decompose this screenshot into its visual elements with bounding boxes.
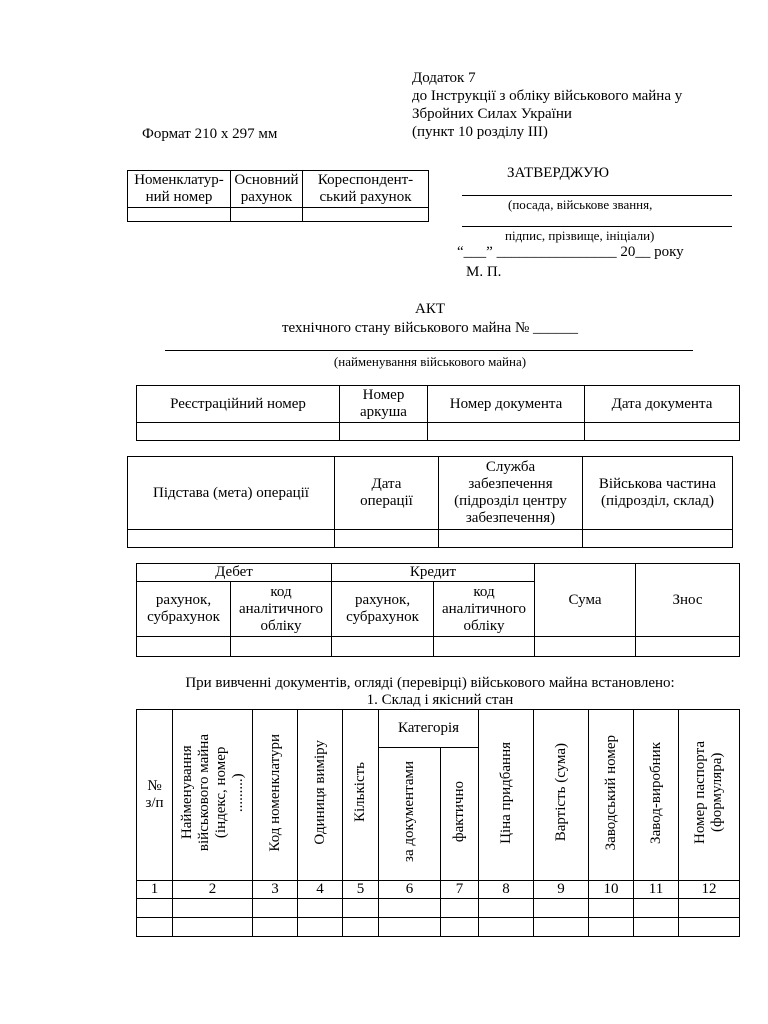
table-cell [137,637,231,657]
main-account-header: Основний рахунок [231,171,303,208]
act-subtitle: технічного стану військового майна № ______ [281,320,579,336]
table-cell [634,899,679,918]
table-cell [137,918,173,937]
table-cell [253,899,298,918]
table-cell [253,918,298,937]
table-cell [636,637,740,657]
document-number-header: Номер документа [428,386,585,423]
date-line: “___” ________________ 20__ року [457,244,684,260]
name-header-text: Найменування військового майна (індекс, номер .........) [178,733,246,852]
column-number: 9 [534,881,589,899]
table-cell [332,637,434,657]
by-documents-header [379,748,441,881]
table-cell [679,899,740,918]
table-cell [441,899,479,918]
column-number: 3 [253,881,298,899]
military-unit-header: Військова частина (підрозділ, склад) [583,457,733,530]
table-cell [434,637,535,657]
column-number: 8 [479,881,534,899]
cost-text: Вартість (сума) [552,743,569,842]
name-header [173,710,253,881]
table-cell [439,530,583,548]
nomenclature-table [127,170,429,222]
column-number: 5 [343,881,379,899]
registration-number-header: Реєстраційний номер [137,386,340,423]
table-cell [298,918,343,937]
table-cell [589,899,634,918]
table-cell [585,423,740,441]
table-cell [428,423,585,441]
act-title: АКТ [415,301,445,317]
credit-header: Кредит [332,564,535,582]
signature-hint: підпис, прізвище, ініціали) [505,228,655,243]
debit-header: Дебет [137,564,332,582]
property-name-hint: (найменування військового майна) [333,354,527,369]
credit-account-header: рахунок, субрахунок [332,582,434,637]
table-cell [679,918,740,937]
nomenclature-code-header [253,710,298,881]
manufacturer-header [634,710,679,881]
table-cell [298,899,343,918]
position-hint: (посада, військове звання, [508,197,653,212]
debit-code-header: код аналітичного обліку [231,582,332,637]
signature-line [462,226,732,227]
table-cell [379,918,441,937]
table-cell [173,918,253,937]
table-cell [340,423,428,441]
stamp-label: М. П. [466,264,502,280]
cost-header [534,710,589,881]
purchase-price-text: Ціна придбання [497,741,514,844]
table-cell [441,918,479,937]
unit-text: Одиниця виміру [311,740,328,845]
quantity-header [343,710,379,881]
actual-header [441,748,479,881]
table-cell [231,637,332,657]
quantity-text: Кількість [352,762,368,823]
manufacturer-text: Завод-виробник [647,741,664,844]
sum-header: Сума [535,564,636,637]
column-number: 6 [379,881,441,899]
operation-table [127,456,733,548]
table-cell [479,899,534,918]
document-date-header: Дата документа [585,386,740,423]
column-number: 4 [298,881,343,899]
column-number: 11 [634,881,679,899]
table-cell [128,208,231,222]
column-number: 7 [441,881,479,899]
table-cell [128,530,335,548]
category-header: Категорія [379,710,479,748]
property-name-line [165,350,693,351]
table-cell [137,423,340,441]
by-documents-text: за документами [401,761,417,862]
column-number: 1 [137,881,173,899]
correspondent-account-header: Кореспондент- ський рахунок [303,171,429,208]
nomenclature-code-text: Код номенклатури [266,733,283,852]
table-cell [343,899,379,918]
operation-date-header: Дата операції [335,457,439,530]
column-number: 12 [679,881,740,899]
table-cell [479,918,534,937]
table-cell [534,918,589,937]
credit-code-header: код аналітичного обліку [434,582,535,637]
unit-header [298,710,343,881]
column-number: 10 [589,881,634,899]
section-title: 1. Склад і якісний стан [366,692,514,708]
table-cell [335,530,439,548]
appendix-block [412,69,752,141]
support-service-header: Служба забезпечення (підрозділ центру забезпечення) [439,457,583,530]
sheet-number-header: Номер аркуша [340,386,428,423]
findings-intro: При вивченні документів, огляді (перевірці) військового майна встановлено: [185,675,675,691]
table-cell [343,918,379,937]
factory-number-header [589,710,634,881]
passport-number-text: Номер паспорта (формуляра) [692,740,726,844]
table-cell [231,208,303,222]
format-label: Формат 210 х 297 мм [142,126,278,142]
table-cell [589,918,634,937]
appendix-line: до Інструкції з обліку військового майна у [412,88,683,104]
debit-account-header: рахунок, субрахунок [137,582,231,637]
column-number: 2 [173,881,253,899]
debit-credit-table [136,563,740,657]
appendix-line: (пункт 10 розділу ІІІ) [412,124,548,140]
table-cell [173,899,253,918]
wear-header: Знос [636,564,740,637]
table-cell [583,530,733,548]
table-cell [137,899,173,918]
appendix-line: Додаток 7 [412,70,476,86]
approval-title: ЗАТВЕРДЖУЮ [507,165,610,181]
purchase-price-header [479,710,534,881]
composition-table [136,709,740,937]
table-cell [634,918,679,937]
table-cell [534,899,589,918]
row-number-header: № з/п [137,710,173,881]
table-cell [379,899,441,918]
passport-number-header [679,710,740,881]
actual-text: фактично [451,780,467,843]
registration-table [136,385,740,441]
table-cell [303,208,429,222]
nomenclature-number-header: Номенклатур- ний номер [128,171,231,208]
appendix-line: Збройних Силах України [412,106,572,122]
factory-number-text: Заводський номер [602,734,619,851]
operation-basis-header: Підстава (мета) операції [128,457,335,530]
table-cell [535,637,636,657]
position-line [462,195,732,196]
